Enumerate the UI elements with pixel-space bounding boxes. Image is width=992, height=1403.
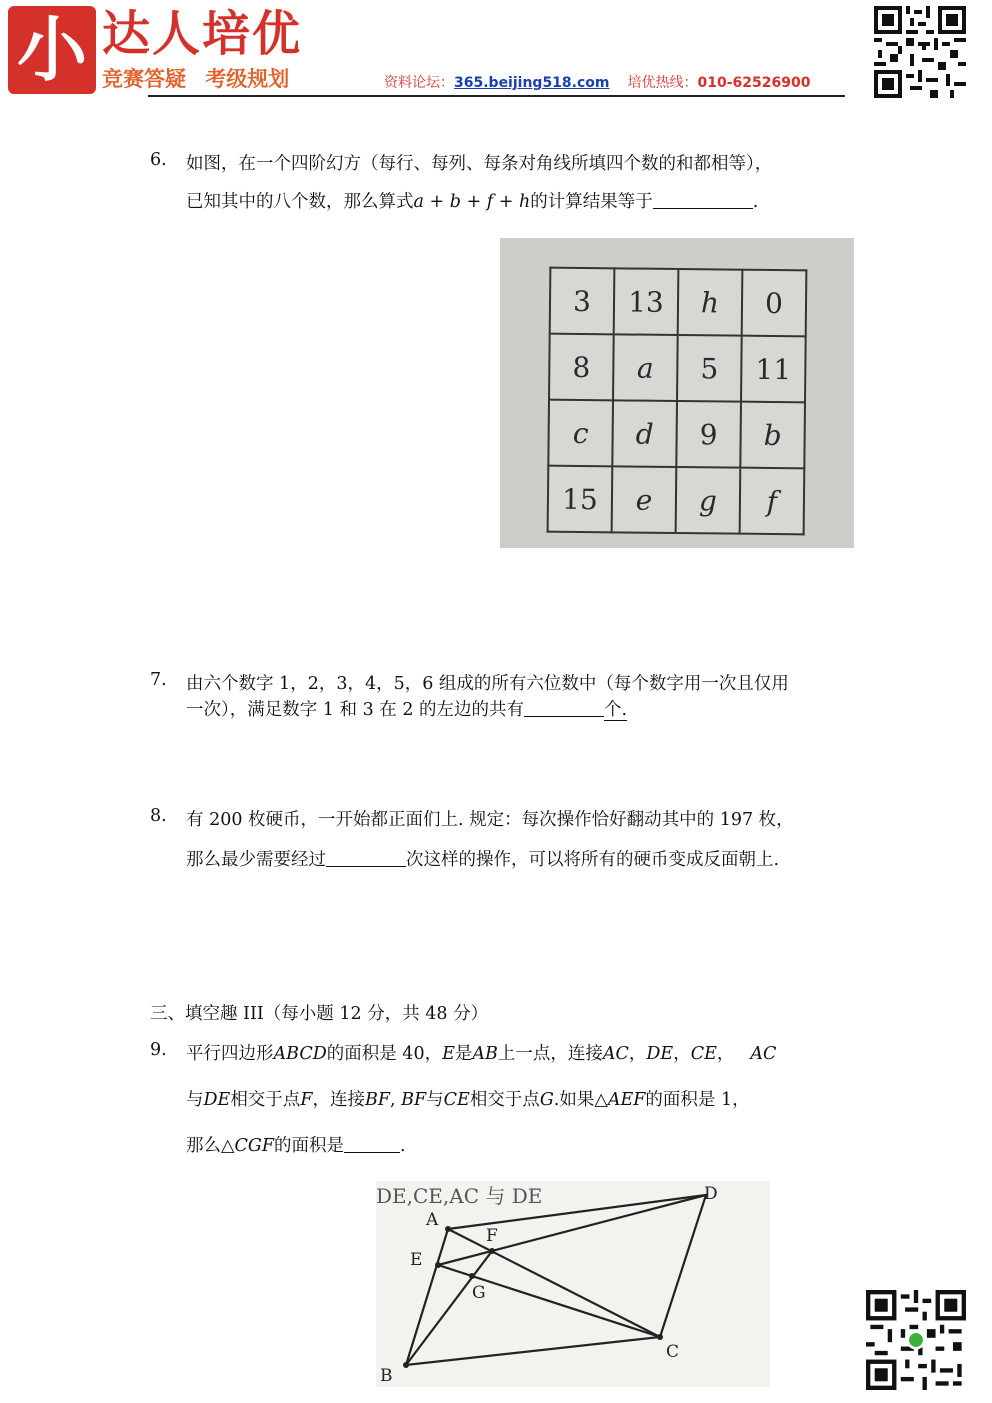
magic-square-figure	[500, 238, 854, 548]
label-f: F	[486, 1226, 498, 1246]
label-g: G	[472, 1283, 486, 1303]
forum-label: 资料论坛：	[384, 75, 454, 91]
label-d: D	[704, 1184, 718, 1204]
point-c	[657, 1334, 663, 1340]
grid-cell: 3	[550, 268, 615, 335]
point-b	[403, 1362, 409, 1368]
point-a	[445, 1226, 451, 1232]
point-g	[469, 1273, 475, 1279]
question-6-line-1: 如图，在一个四阶幻方（每行、每列、每条对角线所填四个数的和都相等），	[186, 154, 773, 174]
point-f	[489, 1248, 495, 1254]
grid-cell: h	[678, 269, 743, 336]
parallelogram-figure	[376, 1181, 770, 1387]
answer-blank[interactable]	[344, 1134, 400, 1153]
question-9-line-3: 那么△CGF的面积是 .	[186, 1136, 406, 1156]
wechat-icon	[909, 1333, 923, 1347]
grid-row	[549, 334, 806, 403]
grid-cell: 13	[614, 268, 679, 335]
grid-cell: g	[676, 467, 741, 534]
grid-cell: 11	[741, 336, 806, 403]
question-8-line-1: 有 200 枚硬币，一开始都正面们上. 规定：每次操作恰好翻动其中的 197 枚，	[186, 810, 794, 830]
header-info	[384, 72, 810, 92]
answer-blank[interactable]	[524, 698, 604, 717]
question-9-line-2: 与DE相交于点F，连接BF, BF与CE相交于点G.如果△AEF的面积是 1，	[186, 1090, 750, 1110]
forum-link[interactable]: 365.beijing518.com	[454, 75, 610, 91]
figure-caption-fragment: DE,CE,AC 与 DE	[376, 1184, 543, 1208]
hotline-label: 培优热线：	[627, 75, 698, 91]
grid-cell: 9	[676, 401, 741, 468]
question-number: 8.	[150, 806, 167, 826]
grid-cell: c	[548, 400, 613, 467]
slogan-2: 考级规划	[205, 67, 290, 91]
logo-seal: 小	[8, 6, 96, 94]
question-6-line-2: 已知其中的八个数，那么算式a + b + f + h的计算结果等于 .	[186, 192, 759, 212]
grid-cell: b	[740, 402, 805, 469]
grid-row	[548, 466, 805, 535]
grid-cell: 15	[548, 466, 613, 533]
answer-blank[interactable]	[653, 190, 753, 209]
section-heading: 三、填空趣 III（每小题 12 分，共 48 分）	[150, 1004, 489, 1024]
point-e	[435, 1262, 441, 1268]
label-e: E	[410, 1250, 423, 1270]
question-7-line-1: 由六个数字 1，2，3，4，5，6 组成的所有六位数中（每个数字用一次且仅用	[186, 674, 789, 694]
brand-slogan	[102, 66, 289, 92]
hotline-number: 010-62526900	[697, 75, 811, 91]
grid-cell: 8	[549, 334, 614, 401]
grid-row	[548, 400, 805, 469]
slogan-1: 竞赛答疑	[102, 67, 186, 91]
grid-cell: 0	[742, 270, 807, 337]
grid-cell: f	[740, 468, 805, 535]
question-9-line-1: 平行四边形ABCD的面积是 40，E是AB上一点，连接AC，DE，CE， AC	[186, 1044, 777, 1064]
grid-row	[550, 268, 807, 337]
grid-cell: e	[612, 466, 677, 533]
label-a: A	[426, 1210, 439, 1230]
question-number: 9.	[150, 1040, 167, 1060]
parallelogram-diagram	[376, 1181, 770, 1387]
expression: a + b + f + h	[413, 192, 531, 212]
grid-cell: 5	[677, 335, 742, 402]
label-b: B	[380, 1366, 393, 1386]
qr-code-icon-bottom	[866, 1290, 966, 1390]
header-divider	[148, 95, 845, 97]
label-c: C	[666, 1342, 680, 1362]
question-7-line-2: 一次），满足数字 1 和 3 在 2 的左边的共有 个.	[186, 700, 628, 720]
brand-title: 达人培优	[102, 6, 303, 62]
magic-square-grid	[547, 267, 808, 536]
question-8-line-2: 那么最少需要经过 次这样的操作，可以将所有的硬币变成反面朝上.	[186, 850, 780, 870]
grid-cell: d	[612, 400, 677, 467]
question-number: 7.	[150, 670, 167, 690]
grid-cell: a	[613, 334, 678, 401]
answer-blank[interactable]	[326, 848, 406, 867]
qr-code-icon-top	[874, 6, 966, 98]
question-number: 6.	[150, 150, 167, 170]
